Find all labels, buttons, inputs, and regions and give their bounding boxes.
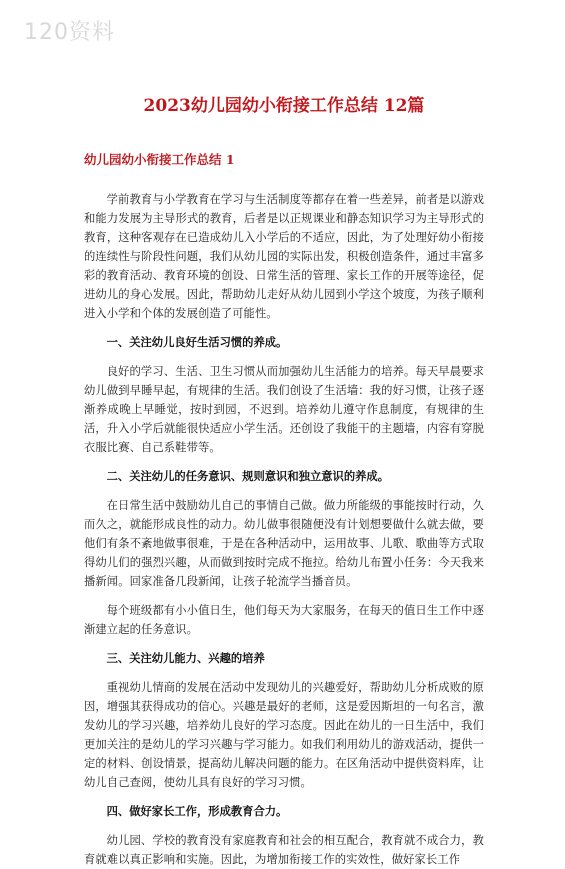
- document-title: 2023幼儿园幼小衔接工作总结 12篇: [143, 96, 425, 116]
- heading-ability-interest: 三、关注幼儿能力、兴趣的培养: [106, 651, 265, 666]
- heading-parent-work: 四、做好家长工作，形成教育合力。: [106, 804, 288, 819]
- paragraph-task-awareness: 在日常生活中鼓励幼儿自己的事情自己做。做力所能级的事能按时行动，久而久之，就能形成良性的动力。幼儿做事很随便没有计划想要做什么就去做，要他们有条不紊地做事很难，于是在各种活动中，运用故事、儿歌、歌曲等方式取得幼儿们的强烈兴趣，从而做到按时完成不拖拉。给幼儿布置小任务：今天我来播新闻。回家准备几段新闻，让孩子轮流学当播音员。: [84, 499, 484, 589]
- intro-paragraph: 学前教育与小学教育在学习与生活制度等都存在着一些差异，前者是以游戏和能力发展为主导形式的教育，后者是以正规课业和静态知识学习为主导形式的教育，这种客观存在已造成幼儿入小学后的不适应，因此，为了处理好幼小衔接的连续性与阶段性问题，我们从幼儿园的实际出发，积极创造条件，通过丰富多彩的教育活动、教育环境的创设、日常生活的管理、家长工作的开展等途径，促进幼儿的身心发展。因此，帮助幼儿走好从幼儿园到小学这个坡度，为孩子顺利进入小学和个体的发展创造了可能性。: [84, 193, 484, 321]
- section-title: 幼儿园幼小衔接工作总结 1: [84, 152, 235, 168]
- paragraph-parent-work: 幼儿园、学校的教育没有家庭教育和社会的相互配合，教育就不成合力，教育就难以真正影响和实施。因此，为增加衔接工作的实效性，做好家长工作: [84, 834, 484, 867]
- heading-task-awareness: 二、关注幼儿的任务意识、规则意识和独立意识的养成。: [106, 469, 390, 484]
- document-page: [84, 96, 484, 869]
- paragraph-ability-interest: 重视幼儿情商的发展在活动中发现幼儿的兴趣爱好，帮助幼儿分析成败的原因，增强其获得成功的信心。兴趣是最好的老师，这是爱因斯坦的一句名言，激发幼儿的学习兴趣，培养幼儿良好的学习态度。因此在幼儿的一日生活中，我们更加关注的是幼儿的学习兴趣与学习能力。如我们利用幼儿的游戏活动，提供一定的材料、创设情景，提高幼儿解决问题的能力。在区角活动中提供资料库，让幼儿自己查阅，使幼儿具有良好的学习习惯。: [84, 681, 484, 790]
- paragraph-habits: 良好的学习、生活、卫生习惯从而加强幼儿生活能力的培养。每天早晨要求幼儿做到早睡早起，有规律的生活。我们创设了生活墙：我的好习惯，让孩子逐渐养成晚上早睡觉，按时到园，不迟到。培养幼儿遵守作息制度，有规律的生活，升入小学后就能很快适应小学生活。还创设了我能干的主题墙，内容有穿脱衣服比赛、自己系鞋带等。: [84, 365, 484, 455]
- watermark-logo: 120资料: [24, 20, 115, 45]
- heading-habits: 一、关注幼儿良好生活习惯的养成。: [106, 335, 288, 350]
- paragraph-duty: 每个班级都有小小值日生，他们每天为大家服务，在每天的值日生工作中逐渐建立起的任务意识。: [84, 604, 484, 637]
